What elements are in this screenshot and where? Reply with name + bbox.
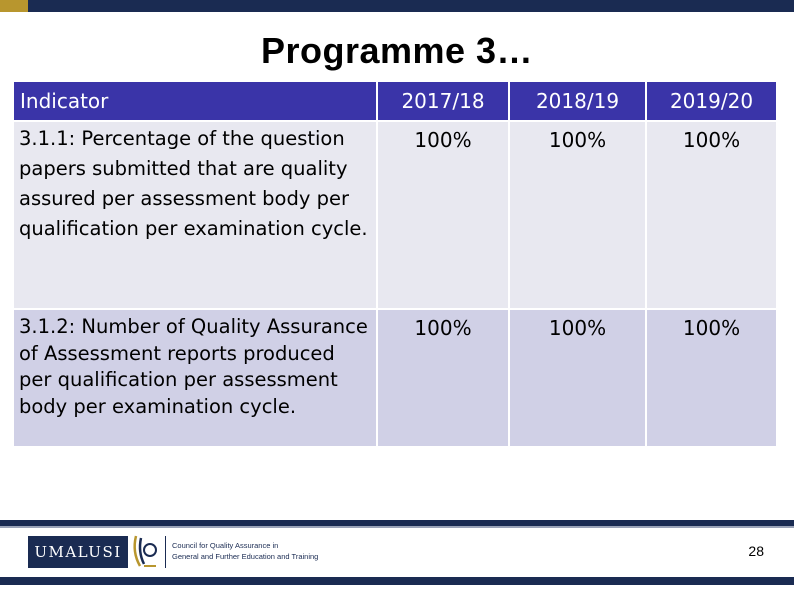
indicator-text: 3.1.2: Number of Quality Assurance of Assessment reports produced per qualification per assessment body per examination cycle. <box>19 315 368 418</box>
value-2019-20: 100% <box>682 128 741 152</box>
header-indicator: Indicator <box>13 81 377 121</box>
table-row <box>13 309 777 447</box>
header-2017-18: 2017/18 <box>377 81 509 121</box>
value-cell <box>377 121 509 309</box>
page-number: 28 <box>748 543 764 559</box>
footer-rule-shadow <box>0 526 794 528</box>
value-cell <box>377 309 509 447</box>
value-2019-20: 100% <box>682 316 741 340</box>
slide-title: Programme 3… <box>260 30 534 71</box>
logo-caption-line1: Council for Quality Assurance in <box>172 541 279 550</box>
umalusi-logo: UMALUSI <box>28 536 128 568</box>
header-2019-20: 2019/20 <box>646 81 777 121</box>
value-2018-19: 100% <box>548 128 607 152</box>
value-cell <box>646 121 777 309</box>
value-cell <box>509 121 646 309</box>
table-row <box>13 121 777 309</box>
indicator-cell <box>13 121 377 309</box>
logo-caption-line2: General and Further Education and Training <box>172 552 319 561</box>
indicator-table <box>12 80 778 448</box>
top-accent-block <box>0 0 28 12</box>
value-cell <box>646 309 777 447</box>
value-cell <box>509 309 646 447</box>
indicator-text: 3.1.1: Percentage of the question papers submitted that are quality assured per assessment body per qualification per examination cycle. <box>19 127 368 240</box>
logo-caption <box>172 540 342 562</box>
table-header-row <box>13 81 777 121</box>
value-2017-18: 100% <box>414 128 472 152</box>
value-2018-19: 100% <box>548 316 607 340</box>
bottom-decorative-bar <box>0 577 794 585</box>
logo-separator <box>165 536 166 568</box>
value-2017-18: 100% <box>414 316 472 340</box>
umalusi-emblem-icon <box>130 532 160 572</box>
top-decorative-bar <box>0 0 794 12</box>
header-2018-19: 2018/19 <box>509 81 646 121</box>
indicator-cell <box>13 309 377 447</box>
